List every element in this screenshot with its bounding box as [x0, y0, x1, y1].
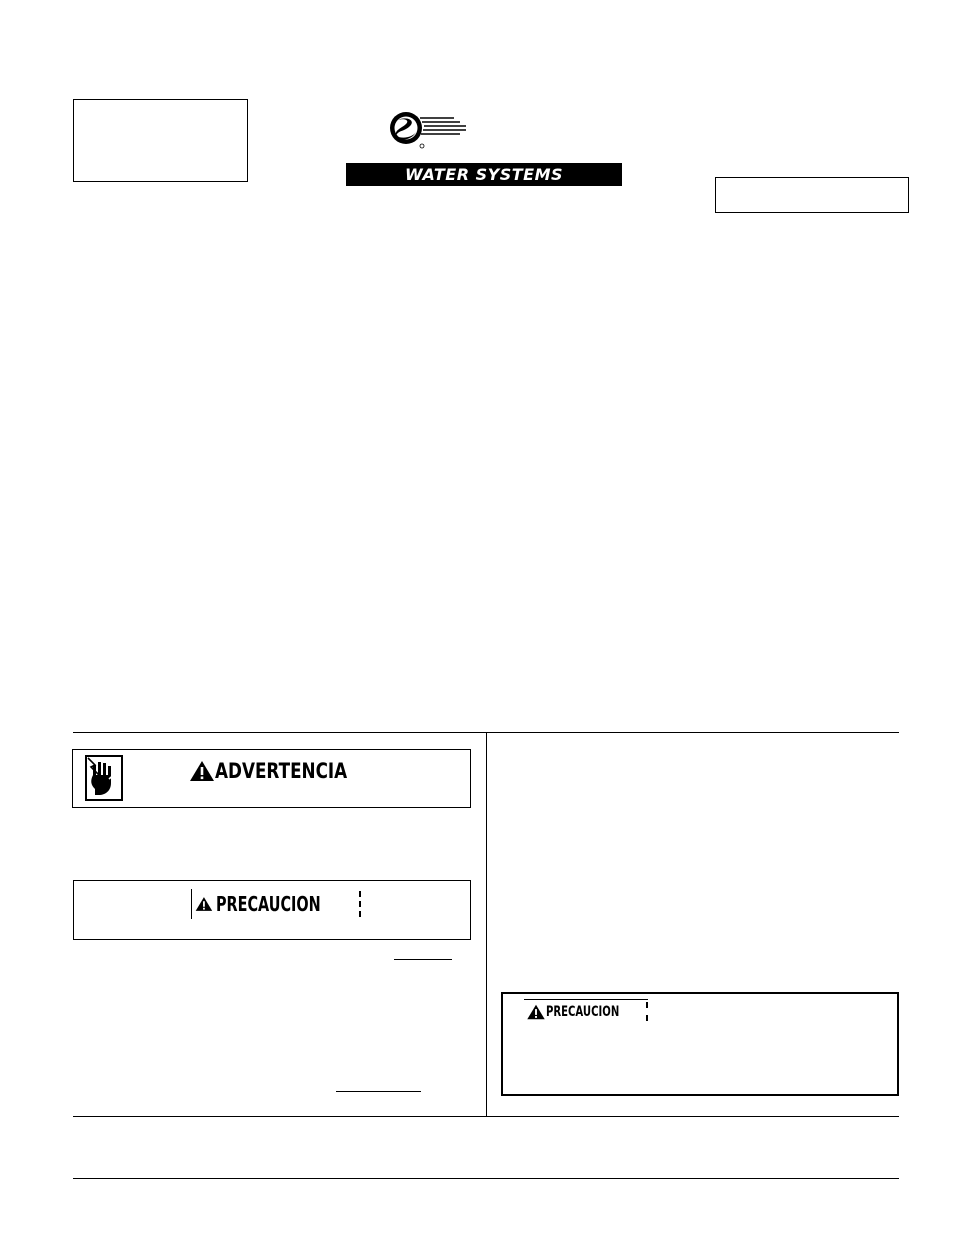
section-rule-bottom: [73, 1178, 899, 1179]
underline-mark: [336, 1091, 421, 1092]
precaucion-text-1: PRECAUCION: [215, 892, 321, 916]
advertencia-label: [189, 757, 380, 785]
precaucion-text-2: PRECAUCION: [546, 1003, 620, 1020]
electric-shock-hand-icon: [85, 755, 123, 801]
column-divider: [486, 732, 487, 1116]
precaucion-label-1: [191, 889, 361, 919]
top-right-box: [715, 177, 909, 213]
warning-triangle-icon: [195, 893, 216, 915]
advertencia-text: ADVERTENCIA: [215, 759, 348, 783]
underline-mark: [394, 959, 452, 960]
warning-triangle-icon: [189, 760, 215, 782]
precaucion-label-2: [524, 999, 648, 1023]
warning-triangle-icon: [526, 1004, 546, 1020]
top-left-box: [73, 99, 248, 182]
franklin-swirl-logo-icon: [384, 110, 474, 152]
logo-banner: WATER SYSTEMS: [346, 163, 622, 186]
section-rule-middle: [73, 1116, 899, 1117]
